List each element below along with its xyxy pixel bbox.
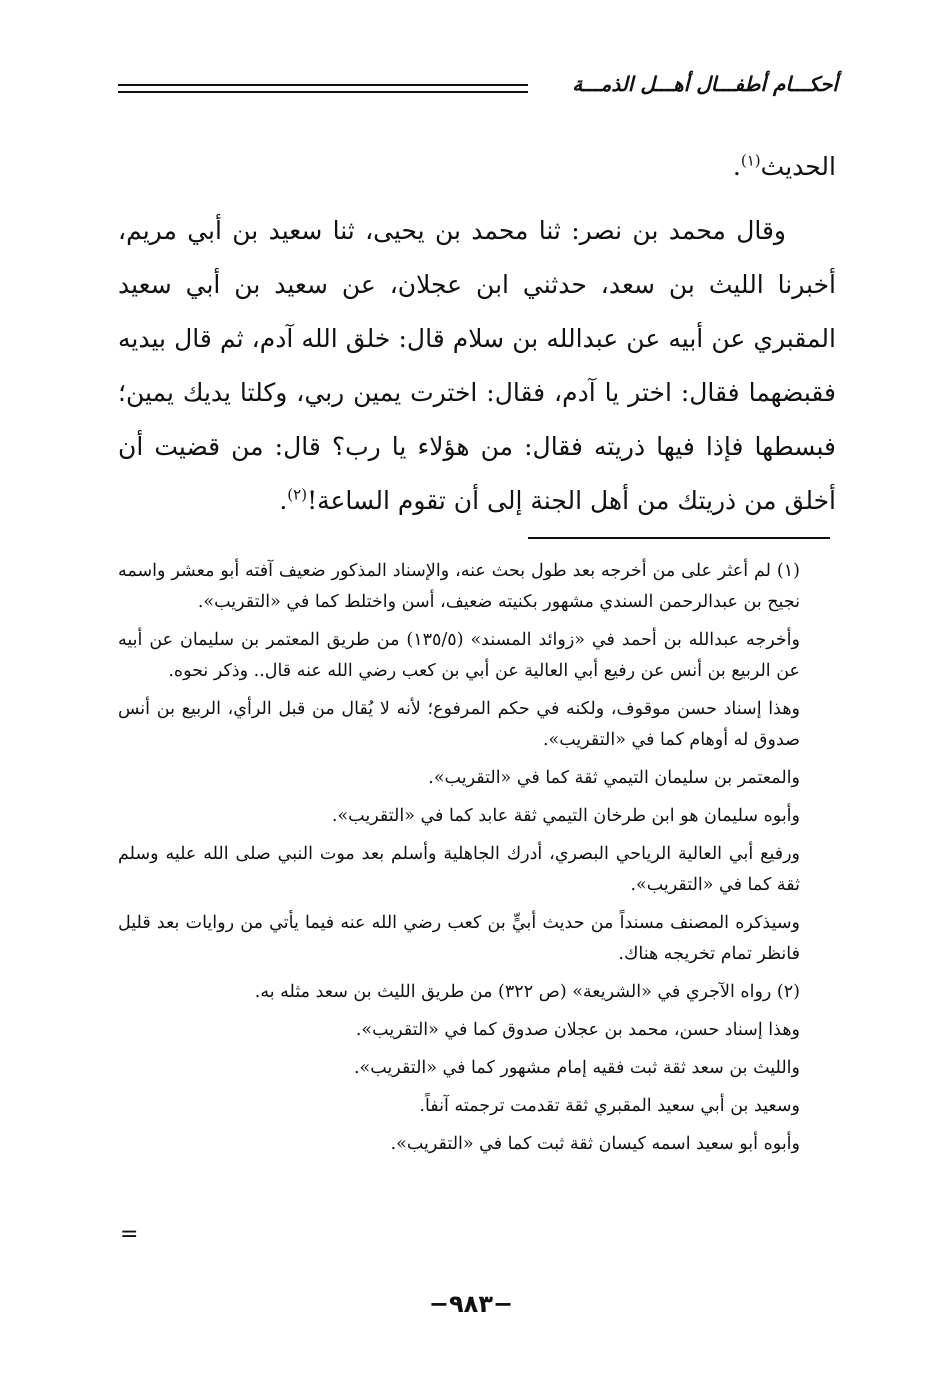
footnote-1-para-1: (١) لم أعثر على من أخرجه بعد طول بحث عنه، والإسناد المذكور ضعيف آفته أبو معشر واسمه نجيح بن عبدالرحمن السندي مشهور بكنيته ضعيف، أسن واختلط كما في «التقريب».: [118, 561, 800, 612]
paragraph-text: وقال محمد بن نصر: ثنا محمد بن يحيى، ثنا سعيد بن أبي مريم، أخبرنا الليث بن سعد، حدثني ابن عجلان، عن سعيد بن أبي سعيد المقبري عن أبيه عن عبدالله بن سلام قال: خلق الله آدم، ثم قال بيديه فقبضهما فقال: اختر يا آدم، فقال: اخترت يمين ربي، وكلتا يديك يمين؛ فبسطها فإذا فيها ذريته فقال: من هؤلاء يا رب؟ قال: من قضيت أن أخلق من ذريتك من أهل الجنة إلى أن تقوم الساعة!: [118, 216, 836, 515]
main-first-line: [118, 140, 836, 194]
footnote-1-para-5: وأبوه سليمان هو ابن طرخان التيمي ثقة عابد كما في «التقريب».: [331, 806, 800, 826]
header-double-rule: [118, 84, 528, 93]
footnote-2-para-1: (٢) رواه الآجري في «الشريعة» (ص ٣٢٢) من طريق الليث بن سعد مثله به.: [254, 982, 800, 1002]
header-title: أحكـــام أطفـــال أهـــل الذمـــة: [572, 72, 838, 96]
footnote-2-para-5: وأبوه أبو سعيد اسمه كيسان ثقة ثبت كما في «التقريب».: [390, 1134, 800, 1154]
footnote-1-para-6: ورفيع أبي العالية الرياحي البصري، أدرك الجاهلية وأسلم بعد موت النبي صلى الله عليه وسلم ثقة كما في «التقريب».: [118, 844, 800, 895]
first-line-text: الحديث: [760, 152, 836, 181]
footnote-1-para-3: وهذا إسناد حسن موقوف، ولكنه في حكم المرفوع؛ لأنه لا يُقال من قبل الرأي، الربيع بن أنس صدوق له أوهام كما في «التقريب».: [118, 699, 800, 750]
footnote-separator: [528, 537, 830, 539]
paragraph-end: .: [279, 486, 288, 515]
footnote-2-para-4: وسعيد بن أبي سعيد المقبري ثقة تقدمت ترجمته آنفاً.: [419, 1096, 800, 1116]
footnote-2-para-3: والليث بن سعد ثقة ثبت فقيه إمام مشهور كما في «التقريب».: [353, 1058, 800, 1078]
footnote-2-para-2: وهذا إسناد حسن، محمد بن عجلان صدوق كما في «التقريب».: [355, 1020, 800, 1040]
footnote-1-para-4: والمعتمر بن سليمان التيمي ثقة كما في «التقريب».: [428, 768, 800, 788]
page-number: −٩٨٣−: [428, 1290, 514, 1318]
footnote-continuation-mark: =: [120, 1222, 139, 1247]
first-line-end: .: [732, 152, 741, 181]
running-header: [118, 70, 838, 106]
main-text: [118, 140, 836, 528]
footnote-ref-1: (١): [740, 151, 761, 170]
footnote-1-para-7: وسيذكره المصنف مسنداً من حديث أبيٍّ بن كعب رضي الله عنه فيما يأتي من روايات بعد قليل فانظر تمام تخريجه هناك.: [118, 913, 800, 964]
footnote-ref-2: (٢): [287, 485, 308, 504]
footnotes: [118, 556, 836, 1167]
footnote-1-para-2: وأخرجه عبدالله بن أحمد في «زوائد المسند» (١٣٥/٥) من طريق المعتمر بن سليمان عن أبيه عن الربيع بن أنس عن رفيع أبي العالية عن أبي بن كعب رضي الله عنه قال.. وذكر نحوه.: [118, 630, 800, 681]
main-paragraph: [118, 204, 836, 528]
